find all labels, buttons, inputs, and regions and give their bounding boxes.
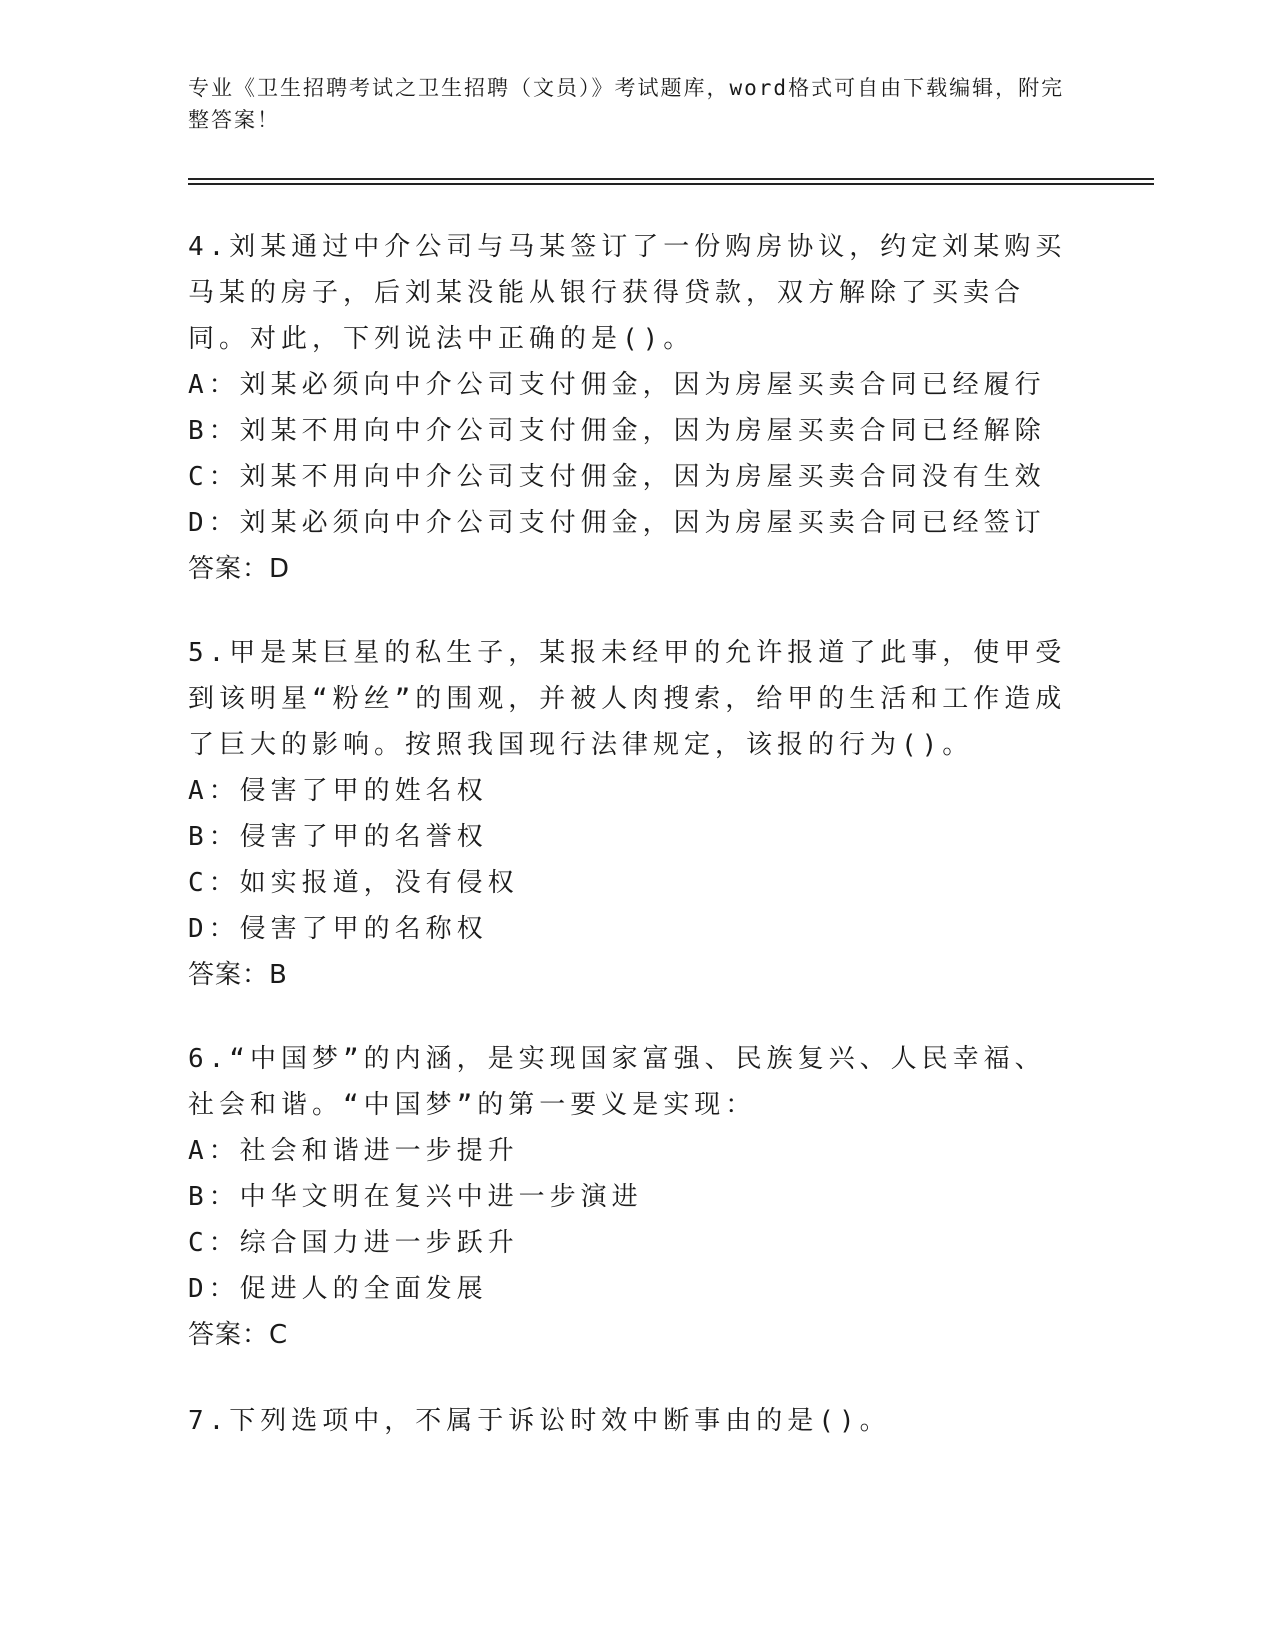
answer: 答案：B bbox=[188, 960, 288, 990]
answer: 答案：C bbox=[188, 1320, 289, 1350]
question-7 bbox=[188, 1398, 1068, 1444]
option-a: A：社会和谐进一步提升 bbox=[188, 1136, 519, 1166]
question-6 bbox=[188, 1036, 1068, 1358]
header-divider-bottom bbox=[188, 183, 1154, 185]
option-d: D：促进人的全面发展 bbox=[188, 1274, 488, 1304]
option-a: A：刘某必须向中介公司支付佣金，因为房屋买卖合同已经履行 bbox=[188, 370, 1046, 400]
option-c: C：综合国力进一步跃升 bbox=[188, 1228, 519, 1258]
question-text: 6.“中国梦”的内涵，是实现国家富强、民族复兴、人民幸福、社会和谐。“中国梦”的第一要义是实现： bbox=[188, 1044, 1046, 1120]
option-d: D：侵害了甲的名称权 bbox=[188, 914, 488, 944]
question-4 bbox=[188, 224, 1068, 592]
document-header: 专业《卫生招聘考试之卫生招聘（文员）》考试题库，word格式可自由下载编辑，附完整答案！ bbox=[188, 76, 1065, 132]
option-c: C：如实报道，没有侵权 bbox=[188, 868, 519, 898]
question-text: 7.下列选项中，不属于诉讼时效中断事由的是()。 bbox=[188, 1406, 891, 1436]
question-5 bbox=[188, 630, 1068, 998]
option-b: B：侵害了甲的名誉权 bbox=[188, 822, 488, 852]
option-c: C：刘某不用向中介公司支付佣金，因为房屋买卖合同没有生效 bbox=[188, 462, 1046, 492]
question-text: 5.甲是某巨星的私生子，某报未经甲的允许报道了此事，使甲受到该明星“粉丝”的围观，并被人肉搜索，给甲的生活和工作造成了巨大的影响。按照我国现行法律规定，该报的行为()。 bbox=[188, 638, 1067, 760]
question-text: 4.刘某通过中介公司与马某签订了一份购房协议，约定刘某购买马某的房子，后刘某没能从银行获得贷款，双方解除了买卖合同。对此，下列说法中正确的是()。 bbox=[188, 232, 1067, 354]
option-b: B：刘某不用向中介公司支付佣金，因为房屋买卖合同已经解除 bbox=[188, 416, 1046, 446]
option-b: B：中华文明在复兴中进一步演进 bbox=[188, 1182, 643, 1212]
header-divider-top bbox=[188, 178, 1154, 180]
option-a: A：侵害了甲的姓名权 bbox=[188, 776, 488, 806]
answer: 答案：D bbox=[188, 554, 291, 584]
option-d: D：刘某必须向中介公司支付佣金，因为房屋买卖合同已经签订 bbox=[188, 508, 1046, 538]
